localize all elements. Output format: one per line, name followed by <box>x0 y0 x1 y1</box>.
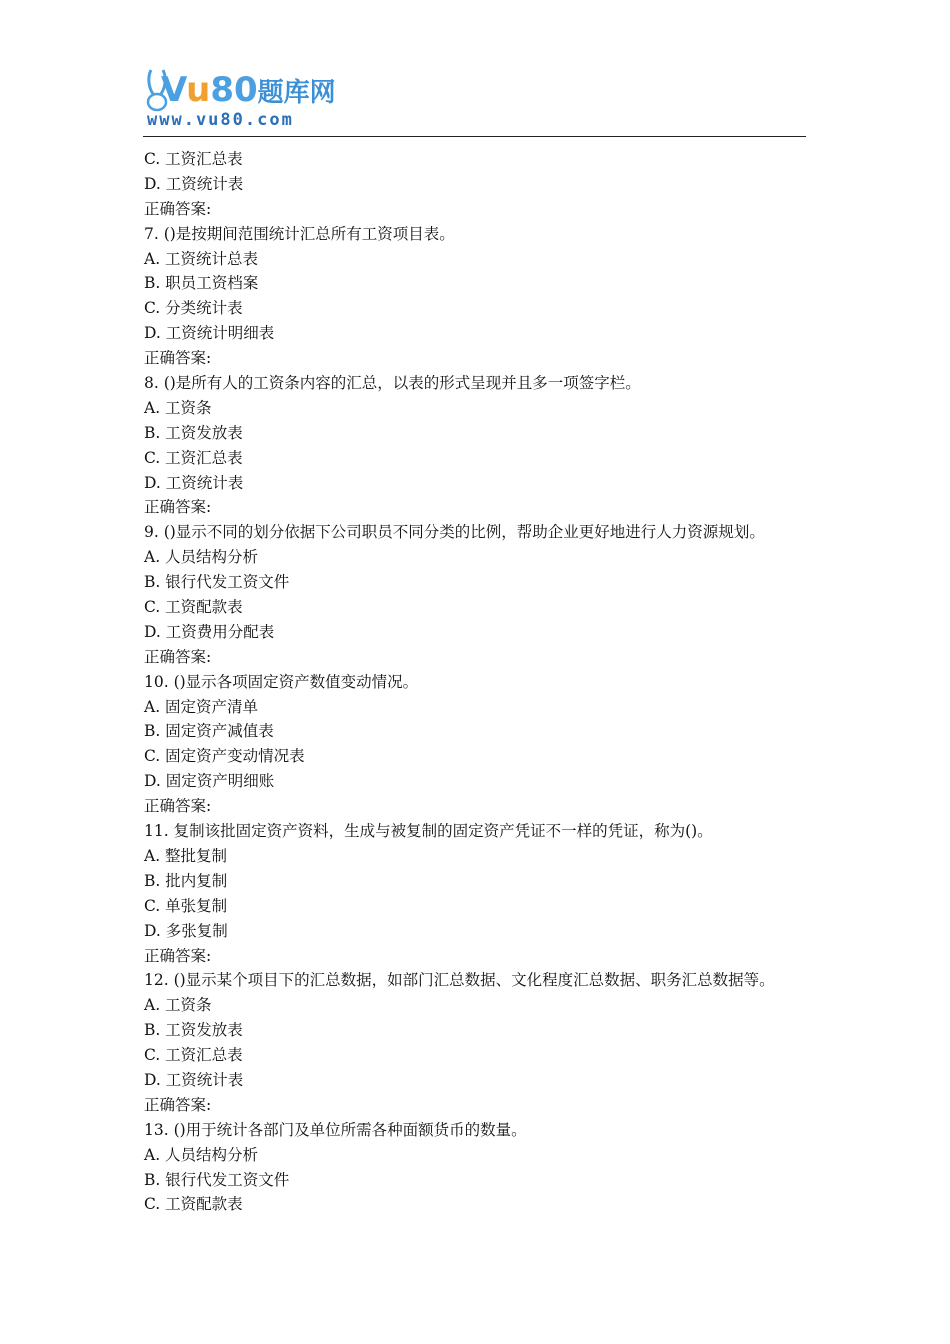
option-item: C. 工资配款表 <box>144 1195 243 1214</box>
logo-brand-v: V <box>161 70 187 110</box>
answer-label: 正确答案: <box>144 199 212 218</box>
option-item: A. 人员结构分析 <box>144 548 259 567</box>
option-item: A. 工资统计总表 <box>144 249 259 268</box>
option-item: C. 工资汇总表 <box>144 1046 243 1065</box>
option-item: B. 银行代发工资文件 <box>144 1170 290 1189</box>
option-item: A. 整批复制 <box>144 846 228 865</box>
option-item: C. 单张复制 <box>144 896 228 915</box>
answer-label: 正确答案: <box>144 1095 212 1114</box>
logo-brand-u: u <box>186 70 211 110</box>
option-item: C. 工资配款表 <box>144 598 243 617</box>
option-item: A. 工资条 <box>144 996 212 1015</box>
question-text: 12. ()显示某个项目下的汇总数据，如部门汇总数据、文化程度汇总数据、职务汇总数据等。 <box>144 971 775 990</box>
option-item: B. 银行代发工资文件 <box>144 573 290 592</box>
option-item: B. 职员工资档案 <box>144 274 259 293</box>
logo-brand-number: 80 <box>210 70 258 110</box>
option-item: A. 固定资产清单 <box>144 697 259 716</box>
answer-label: 正确答案: <box>144 946 212 965</box>
option-item: C. 分类统计表 <box>144 299 243 318</box>
option-item: C. 工资汇总表 <box>144 150 243 168</box>
option-item: D. 工资费用分配表 <box>144 622 275 641</box>
option-item: D. 工资统计表 <box>144 174 244 193</box>
question-text: 13. ()用于统计各部门及单位所需各种面额货币的数量。 <box>144 1120 527 1139</box>
logo-brand <box>161 70 336 113</box>
option-item: A. 工资条 <box>144 398 212 417</box>
question-text: 9. ()显示不同的划分依据下公司职员不同分类的比例，帮助企业更好地进行人力资源规划。 <box>144 523 765 542</box>
question-text: 7. ()是按期间范围统计汇总所有工资项目表。 <box>144 224 455 243</box>
answer-label: 正确答案: <box>144 647 212 666</box>
option-item: B. 批内复制 <box>144 871 228 890</box>
answer-label: 正确答案: <box>144 349 212 368</box>
question-text: 11. 复制该批固定资产资料，生成与被复制的固定资产凭证不一样的凭证，称为()。 <box>144 822 713 841</box>
option-item: D. 工资统计明细表 <box>144 324 275 343</box>
option-item: D. 固定资产明细账 <box>144 772 275 791</box>
answer-label: 正确答案: <box>144 498 212 517</box>
question-list <box>144 147 824 1217</box>
option-item: B. 固定资产减值表 <box>144 722 274 741</box>
question-text: 10. ()显示各项固定资产数值变动情况。 <box>144 672 419 691</box>
logo-brand-chinese: 题库网 <box>257 78 336 108</box>
option-item: D. 多张复制 <box>144 921 228 940</box>
option-item: D. 工资统计表 <box>144 473 244 492</box>
site-logo[interactable] <box>143 64 336 134</box>
option-item: C. 工资汇总表 <box>144 448 243 467</box>
page-header <box>143 64 806 137</box>
answer-label: 正确答案: <box>144 797 212 816</box>
option-item: B. 工资发放表 <box>144 423 243 442</box>
logo-url: www.vu80.com <box>147 110 294 130</box>
option-item: C. 固定资产变动情况表 <box>144 747 305 766</box>
option-item: A. 人员结构分析 <box>144 1145 259 1164</box>
question-text: 8. ()是所有人的工资条内容的汇总，以表的形式呈现并且多一项签字栏。 <box>144 374 641 393</box>
option-item: D. 工资统计表 <box>144 1070 244 1089</box>
option-item: B. 工资发放表 <box>144 1021 243 1040</box>
